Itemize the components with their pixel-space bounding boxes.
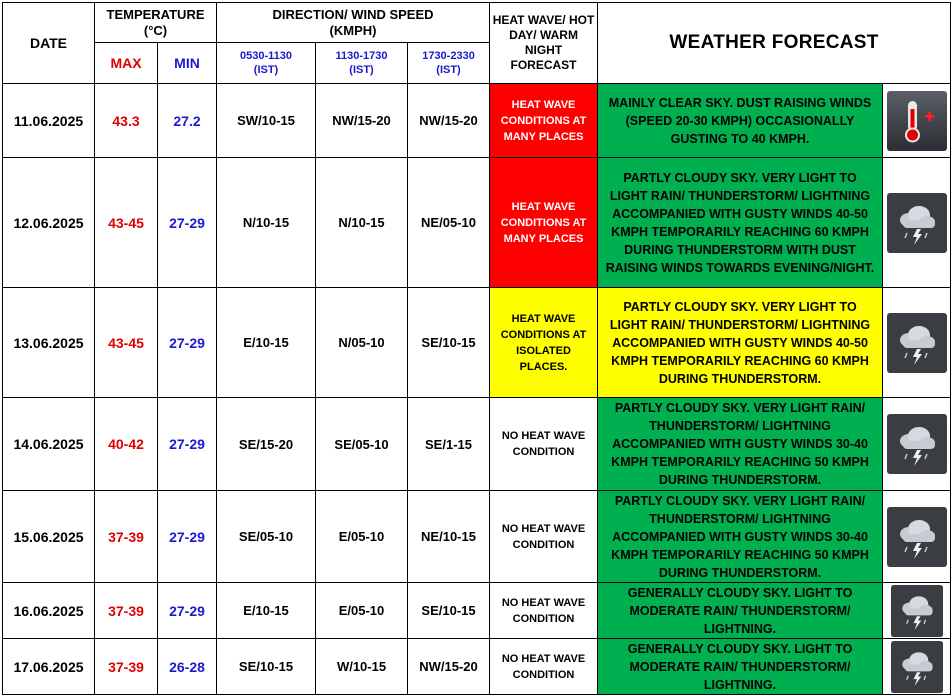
weather-icon-cell [883, 491, 951, 583]
max-temp-cell: 37-39 [95, 639, 158, 695]
date-cell: 12.06.2025 [3, 158, 95, 288]
table-row [3, 639, 951, 695]
thunderstorm-icon [887, 193, 947, 253]
wind-slot-3-cell: NE/05-10 [408, 158, 490, 288]
date-cell: 14.06.2025 [3, 398, 95, 491]
min-temp-cell: 27-29 [158, 583, 217, 639]
max-header: MAX [95, 43, 158, 84]
wind-slot-3-cell: NW/15-20 [408, 84, 490, 158]
table-row [3, 398, 951, 491]
heat-wave-cell: HEAT WAVE CONDITIONS AT ISOLATED PLACES. [490, 288, 598, 398]
max-temp-cell: 37-39 [95, 583, 158, 639]
table-row [3, 158, 951, 288]
heat-wave-cell: NO HEAT WAVE CONDITION [490, 398, 598, 491]
time-slot-1-header: 0530-1130 (IST) [217, 43, 316, 84]
heat-wave-cell: HEAT WAVE CONDITIONS AT MANY PLACES [490, 84, 598, 158]
max-temp-cell: 43-45 [95, 158, 158, 288]
wind-slot-2-cell: SE/05-10 [316, 398, 408, 491]
forecast-cell: GENERALLY CLOUDY SKY. LIGHT TO MODERATE RAIN/ THUNDERSTORM/ LIGHTNING. [598, 583, 883, 639]
wind-slot-1-cell: N/10-15 [217, 158, 316, 288]
wind-slot-2-cell: W/10-15 [316, 639, 408, 695]
date-header: DATE [3, 3, 95, 84]
wind-slot-3-cell: NE/10-15 [408, 491, 490, 583]
wind-slot-1-cell: SE/10-15 [217, 639, 316, 695]
weather-icon-cell [883, 398, 951, 491]
min-temp-cell: 27-29 [158, 491, 217, 583]
thunderstorm-icon [891, 585, 943, 637]
weather-icon-cell [883, 639, 951, 695]
thunderstorm-icon [891, 641, 943, 693]
forecast-cell: PARTLY CLOUDY SKY. VERY LIGHT RAIN/ THUNDERSTORM/ LIGHTNING ACCOMPANIED WITH GUSTY WINDS 30-40 KMPH TEMPORARILY REACHING 50 KMPH DURING THUNDERSTORM. [598, 398, 883, 491]
forecast-cell: MAINLY CLEAR SKY. DUST RAISING WINDS (SPEED 20-30 KMPH) OCCASIONALLY GUSTING TO 40 KMPH. [598, 84, 883, 158]
time-slot-2-header: 1130-1730 (IST) [316, 43, 408, 84]
wind-slot-2-cell: N/05-10 [316, 288, 408, 398]
thunderstorm-icon [887, 507, 947, 567]
weather-icon-cell [883, 158, 951, 288]
wind-slot-2-cell: E/05-10 [316, 491, 408, 583]
wind-slot-2-cell: NW/15-20 [316, 84, 408, 158]
wind-slot-3-cell: SE/1-15 [408, 398, 490, 491]
weather-icon-cell [883, 288, 951, 398]
weather-forecast-table [2, 2, 951, 695]
thunderstorm-icon [887, 414, 947, 474]
min-temp-cell: 26-28 [158, 639, 217, 695]
table-row [3, 491, 951, 583]
wind-slot-1-cell: E/10-15 [217, 288, 316, 398]
date-cell: 13.06.2025 [3, 288, 95, 398]
wind-header: DIRECTION/ WIND SPEED (KMPH) [217, 3, 490, 43]
heat-wave-cell: NO HEAT WAVE CONDITION [490, 639, 598, 695]
forecast-cell: PARTLY CLOUDY SKY. VERY LIGHT RAIN/ THUNDERSTORM/ LIGHTNING ACCOMPANIED WITH GUSTY WINDS 30-40 KMPH TEMPORARILY REACHING 50 KMPH DURING THUNDERSTORM. [598, 491, 883, 583]
wind-slot-1-cell: SE/15-20 [217, 398, 316, 491]
table-row [3, 583, 951, 639]
forecast-cell: PARTLY CLOUDY SKY. VERY LIGHT TO LIGHT RAIN/ THUNDERSTORM/ LIGHTNING ACCOMPANIED WITH GUSTY WINDS 40-50 KMPH TEMPORARILY REACHING 60 KMPH DURING THUNDERSTORM. [598, 288, 883, 398]
wind-slot-3-cell: SE/10-15 [408, 583, 490, 639]
table-row [3, 84, 951, 158]
min-temp-cell: 27-29 [158, 288, 217, 398]
min-temp-cell: 27-29 [158, 398, 217, 491]
heat-wave-cell: NO HEAT WAVE CONDITION [490, 491, 598, 583]
date-cell: 17.06.2025 [3, 639, 95, 695]
thunderstorm-icon [887, 313, 947, 373]
date-cell: 16.06.2025 [3, 583, 95, 639]
heat-wave-cell: NO HEAT WAVE CONDITION [490, 583, 598, 639]
weather-icon-cell [883, 583, 951, 639]
min-header: MIN [158, 43, 217, 84]
wind-slot-3-cell: NW/15-20 [408, 639, 490, 695]
date-cell: 11.06.2025 [3, 84, 95, 158]
max-temp-cell: 37-39 [95, 491, 158, 583]
min-temp-cell: 27.2 [158, 84, 217, 158]
max-temp-cell: 40-42 [95, 398, 158, 491]
max-temp-cell: 43.3 [95, 84, 158, 158]
wind-slot-2-cell: E/05-10 [316, 583, 408, 639]
wind-slot-1-cell: SW/10-15 [217, 84, 316, 158]
max-temp-cell: 43-45 [95, 288, 158, 398]
weather-forecast-header: WEATHER FORECAST [598, 3, 951, 84]
forecast-cell: GENERALLY CLOUDY SKY. LIGHT TO MODERATE RAIN/ THUNDERSTORM/ LIGHTNING. [598, 639, 883, 695]
weather-icon-cell [883, 84, 951, 158]
min-temp-cell: 27-29 [158, 158, 217, 288]
table-row [3, 288, 951, 398]
hot-thermometer-icon [887, 91, 947, 151]
heat-wave-cell: HEAT WAVE CONDITIONS AT MANY PLACES [490, 158, 598, 288]
time-slot-3-header: 1730-2330 (IST) [408, 43, 490, 84]
wind-slot-1-cell: E/10-15 [217, 583, 316, 639]
wind-slot-1-cell: SE/05-10 [217, 491, 316, 583]
heat-wave-header: HEAT WAVE/ HOT DAY/ WARM NIGHT FORECAST [490, 3, 598, 84]
forecast-cell: PARTLY CLOUDY SKY. VERY LIGHT TO LIGHT RAIN/ THUNDERSTORM/ LIGHTNING ACCOMPANIED WITH GUSTY WINDS 40-50 KMPH TEMPORARILY REACHING 60 KMPH DURING THUNDERSTORM WITH DUST RAISING WINDS TOWARDS EVENING/NIGHT. [598, 158, 883, 288]
wind-slot-3-cell: SE/10-15 [408, 288, 490, 398]
wind-slot-2-cell: N/10-15 [316, 158, 408, 288]
temperature-header: TEMPERATURE (°C) [95, 3, 217, 43]
date-cell: 15.06.2025 [3, 491, 95, 583]
